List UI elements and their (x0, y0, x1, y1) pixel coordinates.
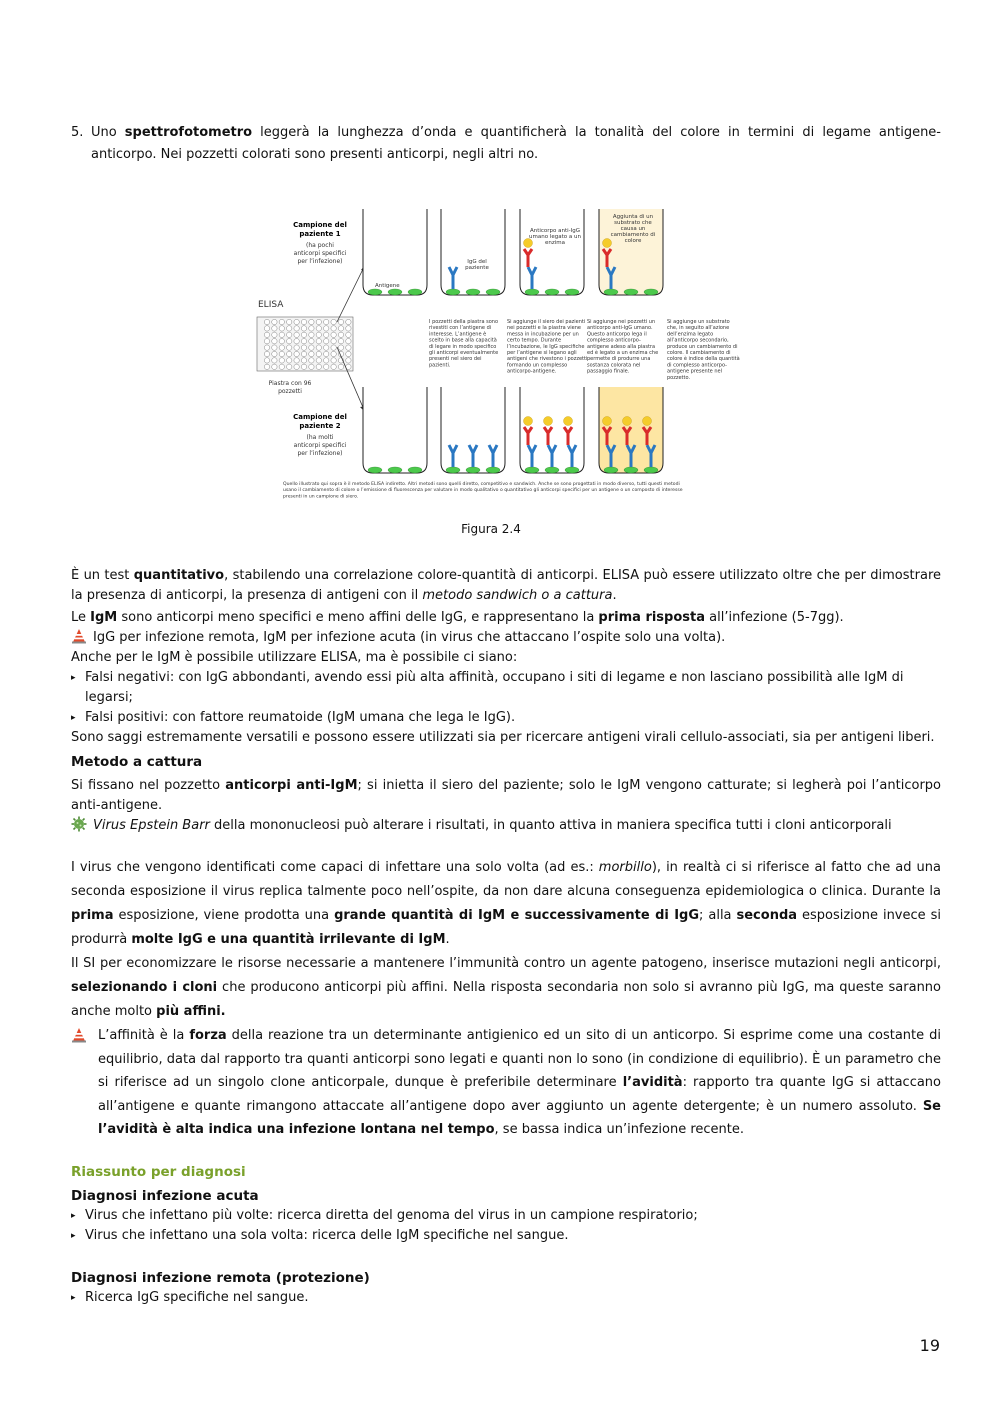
antigen (446, 467, 460, 473)
plate-well (287, 358, 292, 363)
plate-well (324, 339, 329, 344)
list-item: ▸ Virus che infettano una sola volta: ricerca delle IgM specifiche nel sangue. (71, 1226, 941, 1246)
plate-well (294, 358, 299, 363)
plate-well (272, 319, 277, 324)
plate-well (309, 339, 314, 344)
plate-well (264, 319, 269, 324)
plate-well (309, 326, 314, 331)
warning-cone-icon (71, 1027, 87, 1043)
plate-well (346, 339, 351, 344)
plate-well (346, 326, 351, 331)
plate-well (301, 364, 306, 369)
plate-well (272, 364, 277, 369)
antigen (624, 289, 638, 295)
plate-well (294, 319, 299, 324)
well-plate (257, 317, 353, 371)
plate-well (301, 319, 306, 324)
antigen (408, 289, 422, 295)
antigen (525, 289, 539, 295)
list-item: ▸ Falsi positivi: con fattore reumatoide (IgM umana che lega le IgG). (71, 708, 941, 728)
plate-well (279, 351, 284, 356)
patient2-title: Campione del paziente 2 (293, 413, 347, 430)
enzyme (643, 417, 652, 426)
antigen (408, 467, 422, 473)
item-number: 5. (71, 125, 84, 140)
plate-well (294, 339, 299, 344)
plate-well (301, 339, 306, 344)
virus-icon (71, 816, 87, 832)
plate-well (272, 358, 277, 363)
enzyme (603, 417, 612, 426)
plate-well (264, 332, 269, 337)
antigen (486, 289, 500, 295)
plate-well (316, 364, 321, 369)
plate-well (316, 345, 321, 350)
paragraph-clone-selection: Il SI per economizzare le risorse necessarie a mantenere l’immunità contro un agente patogeno, inserisce mutazioni negli anticorpi, selezionando i cloni che producono anticorpi più affini. Nella risposta secondaria non solo si avranno più IgG, ma queste saranno anche molto più affini. (71, 956, 942, 1019)
enzyme (623, 417, 632, 426)
plate-well (264, 345, 269, 350)
step-description-2: Si aggiunge il siero dei pazienti nei pozzetti e la piastra viene messa in incubazione per un certo tempo. Durante l’incubazione, le IgG specifiche per l’antigene si legano agli antigeni che rivestono i pozzetti formando un complesso anticorpo-antigene. (507, 319, 588, 375)
plate-well (279, 345, 284, 350)
plate-well (331, 326, 336, 331)
plate-well (264, 351, 269, 356)
plate-well (309, 345, 314, 350)
warning-note-1: IgG per infezione remota, IgM per infezione acuta (in virus che attaccano l’ospite solo una volta). (71, 628, 941, 648)
acute-heading: Diagnosi infezione acuta (71, 1187, 259, 1204)
plate-well (272, 326, 277, 331)
plate-well (287, 319, 292, 324)
antigen (565, 289, 579, 295)
plate-well (309, 351, 314, 356)
plate-well (346, 332, 351, 337)
plate-well (264, 339, 269, 344)
plate-well (272, 351, 277, 356)
plate-well (272, 339, 277, 344)
antigen (604, 289, 618, 295)
plate-well (324, 319, 329, 324)
remote-heading: Diagnosi infezione remota (protezione) (71, 1269, 370, 1286)
enzyme (524, 417, 533, 426)
step-description-4: Si aggiunge un substrato che, in seguito all’azione dell’enzima legato all’anticorpo secondario, produce un cambiamento di colore. Il cambiamento di colore è indice della quantità di complesso anticorpo-antigene presente nel pozzetto. (667, 319, 740, 381)
elisa-figure (255, 207, 740, 507)
plate-well (324, 358, 329, 363)
plate-well (331, 332, 336, 337)
antigen (545, 289, 559, 295)
paragraph-igm-elisa: Anche per le IgM è possibile utilizzare ELISA, ma è possibile ci siano: (71, 650, 518, 665)
list-item: ▸ Ricerca IgG specifiche nel sangue. (71, 1288, 941, 1308)
plate-well (316, 351, 321, 356)
patient1-note: (ha pochi anticorpi specifici per l’infezione) (293, 242, 347, 265)
antigen (388, 289, 402, 295)
summary-heading: Riassunto per diagnosi (71, 1163, 246, 1180)
antigen (466, 467, 480, 473)
plate-well (309, 332, 314, 337)
plate-well (287, 364, 292, 369)
plate-well (324, 332, 329, 337)
plate-well (331, 319, 336, 324)
plate-well (338, 345, 343, 350)
plate-well (272, 345, 277, 350)
plate-well (272, 332, 277, 337)
plate-well (279, 364, 284, 369)
antigen (565, 467, 579, 473)
plate-well (316, 319, 321, 324)
igg-label: IgG del paziente (465, 259, 489, 271)
antigen (525, 467, 539, 473)
plate-well (279, 339, 284, 344)
plate-well (324, 326, 329, 331)
list-item-5: 5. Uno spettrofotometro leggerà la lunghezza d’onda e quantificherà la tonalità del colore in termini di legame antigene-anticorpo. Nei pozzetti colorati sono presenti anticorpi, negli altri no. (71, 122, 941, 166)
list-item: ▸ Virus che infettano più volte: ricerca diretta del genoma del virus in un campione respiratorio; (71, 1206, 941, 1226)
anti-igg-label: Anticorpo anti-IgG umano legato a un enzima (529, 228, 581, 246)
plate-well (294, 332, 299, 337)
plate-well (346, 351, 351, 356)
plate-well (309, 319, 314, 324)
plate-well (338, 339, 343, 344)
paragraph-quantitative: È un test quantitativo, stabilendo una correlazione colore-quantità di anticorpi. ELISA può essere utilizzato oltre che per dimostrare la presenza di anticorpi, la presenza di antigeni con il metodo sandwich o a cattura. (71, 568, 941, 603)
plate-well (264, 358, 269, 363)
plate-well (346, 345, 351, 350)
paragraph-versatile: Sono saggi estremamente versatili e possono essere utilizzati sia per ricercare antigeni virali cellulo-associati, sia per antigeni liberi. (71, 730, 935, 745)
plate-well (279, 326, 284, 331)
plate-well (331, 351, 336, 356)
plate-well (324, 364, 329, 369)
plate-well (309, 358, 314, 363)
antigen (486, 467, 500, 473)
antigen (624, 467, 638, 473)
antigen (368, 467, 382, 473)
plate-well (331, 339, 336, 344)
antigen (446, 289, 460, 295)
plate-well (294, 351, 299, 356)
plate-well (316, 326, 321, 331)
plate-well (287, 351, 292, 356)
patient1-title: Campione del paziente 1 (293, 221, 347, 238)
plate-well (287, 332, 292, 337)
plate-well (294, 326, 299, 331)
paragraph-igm: Le IgM sono anticorpi meno specifici e meno affini delle IgG, e rappresentano la prima risposta all’infezione (5-7gg). (71, 610, 844, 625)
plate-well (324, 351, 329, 356)
plate-well (331, 364, 336, 369)
plate-well (316, 339, 321, 344)
warning-cone-icon (71, 628, 87, 644)
plate-well (301, 351, 306, 356)
test-well (363, 387, 427, 473)
heading-cattura: Metodo a cattura (71, 754, 203, 770)
antigen (545, 467, 559, 473)
antigen (604, 467, 618, 473)
warning-note-2: L’affinità è la forza della reazione tra un determinante antigienico ed un sito di un anticorpo. Si esprime come una costante di equilibrio, data dal rapporto tra quanti anticorpi sono legati e quanti non lo sono (in condizione di equilibrio). È un parametro che si riferisce ad un singolo clone anticorpale, dunque è preferibile determinare l’avidità: rapporto tra quante IgG si attaccano all’antigene e quante rimangono attaccate all’antigene dopo aver aggiunto un agente detergente; è un numero assoluto. Se l’avidità è alta indica una infezione lontana nel tempo, se bassa indica un’infezione recente. (71, 1024, 941, 1142)
plate-well (346, 358, 351, 363)
page-number: 19 (919, 1336, 940, 1355)
test-well (441, 209, 505, 295)
plate-well (279, 332, 284, 337)
enzyme (603, 239, 612, 248)
step-description-3: Si aggiunge nei pozzetti un anticorpo anti-IgG umano. Questo anticorpo lega il complesso anticorpo-antigene adeso alla piastra ed è legato a un enzima che permette di produrre una sostanza colorata nel passaggio finale. (587, 319, 659, 375)
substrate-label: Aggiunta di un substrato che causa un cambiamento di colore (610, 214, 656, 244)
body-text (71, 566, 941, 1308)
plate-well (294, 364, 299, 369)
plate-well (338, 319, 343, 324)
plate-well (324, 345, 329, 350)
plate-well (338, 326, 343, 331)
antigen (368, 289, 382, 295)
plate-well (294, 345, 299, 350)
plate-well (287, 326, 292, 331)
plate-well (346, 319, 351, 324)
plate-well (287, 339, 292, 344)
plate-well (287, 345, 292, 350)
elisa-label: ELISA (258, 300, 284, 310)
plate-well (331, 358, 336, 363)
plate-well (301, 358, 306, 363)
patient2-note: (ha molti anticorpi specifici per l’infezione) (293, 434, 347, 457)
plate-well (301, 345, 306, 350)
plate-well (264, 364, 269, 369)
enzyme (544, 417, 553, 426)
antigen-label: Antigene (375, 283, 400, 289)
enzyme (564, 417, 573, 426)
plate-well (331, 345, 336, 350)
antigen (644, 289, 658, 295)
antigen (466, 289, 480, 295)
plate-well (338, 332, 343, 337)
plate-well (301, 326, 306, 331)
figure-caption: Figura 2.4 (461, 522, 521, 536)
plate-well (338, 364, 343, 369)
plate-well (309, 364, 314, 369)
figure-footnote: Quello illustrato qui sopra è il metodo ELISA indiretto. Altri metodi sono quelli diretto, competitivo e sandwich. Anche se sono progettati in modo diverso, tutti questi metodi usano il cambiamento di colore o l’emissione di fluorescenza per valutare in modo qualitativo o quantitativo gli anticorpi specifici per un antigene o un composto di interesse presenti in un campione di siero. (283, 482, 683, 500)
plate-well (279, 319, 284, 324)
list-item: ▸ Falsi negativi: con IgG abbondanti, avendo essi più alta affinità, occupano i siti di legame e non lasciano possibilità alle IgM di legarsi; (71, 668, 941, 708)
plate-well (316, 358, 321, 363)
paragraph-infection: I virus che vengono identificati come capaci di infettare una solo volta (ad es.: morbillo), in realtà ci si riferisce al fatto che ad una seconda esposizione il virus replica talmente poco nell’ospite, da non dare alcuna conseguenza epidemiologica o clinica. Durante la prima esposizione, viene prodotta una grande quantità di IgM e successivamente di IgG; alla seconda esposizione invece si produrrà molte IgG e una quantità irrilevante di IgM. (71, 860, 941, 947)
plate-label: Piastra con 96 pozzetti (268, 380, 312, 395)
antigen (388, 467, 402, 473)
virus-note: Virus Epstein Barr della mononucleosi può alterare i risultati, in quanto attiva in maniera specifica tutti i cloni anticorporali (71, 816, 941, 836)
plate-well (316, 332, 321, 337)
plate-well (264, 326, 269, 331)
step-description-1: I pozzetti della piastra sono rivestiti con l’antigene di interesse. L’antigene è scelto in base alla capacità di legare in modo specifico gli anticorpi eventualmente presenti nel siero dei pazienti. (429, 319, 499, 369)
paragraph-cattura: Si fissano nel pozzetto anticorpi anti-IgM; si inietta il siero del paziente; solo le IgM vengono catturate; si legherà poi l’anticorpo anti-antigene. (71, 778, 941, 813)
plate-well (279, 358, 284, 363)
plate-well (301, 332, 306, 337)
antigen (644, 467, 658, 473)
